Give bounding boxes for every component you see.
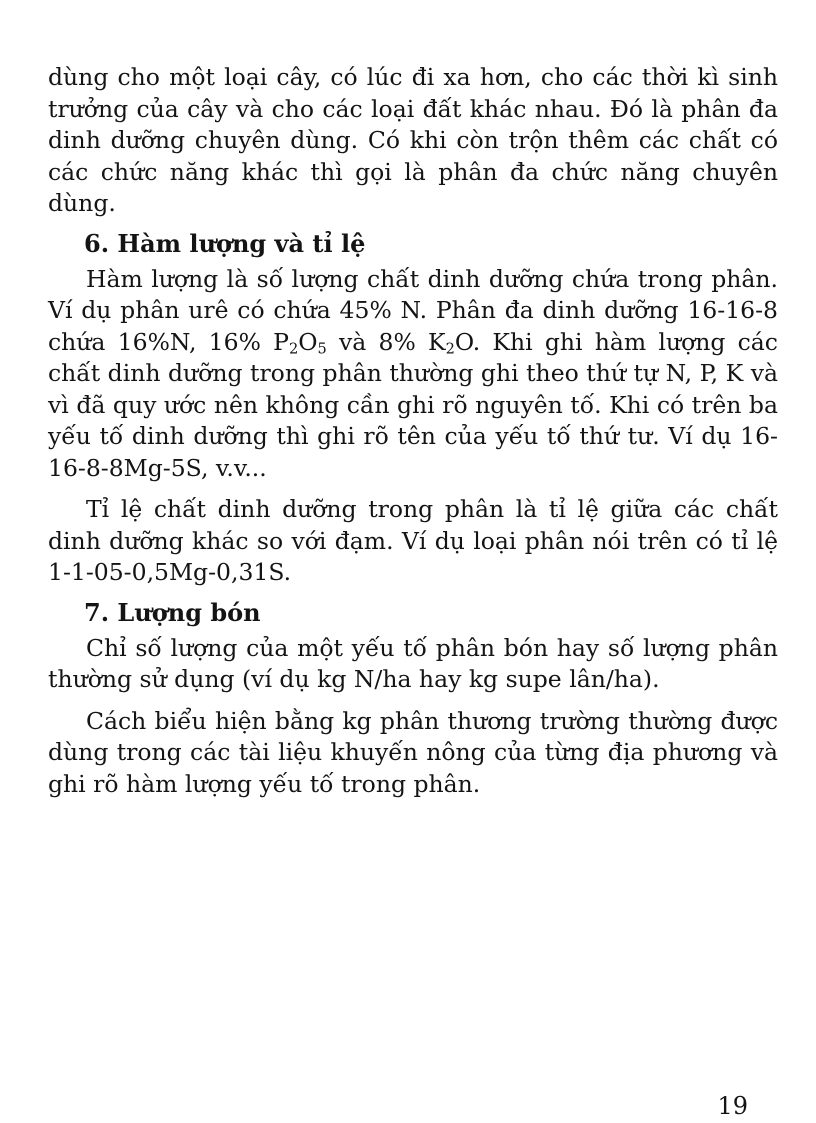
text-run: O (298, 327, 318, 356)
page-body (48, 62, 778, 1102)
subscript: 2 (288, 340, 299, 358)
paragraph-content-ratio (48, 264, 778, 485)
text-run: Hàm lượng là số lượng chất dinh dưỡng chứa trong phân. Ví dụ phân urê có chứa 45% N. Phân đa dinh dưỡng 16-16-8 chứa 16%N, 16% P (48, 264, 778, 356)
section-heading-6: 6. Hàm lượng và tỉ lệ (84, 228, 366, 258)
paragraph-nutrient-ratio: Tỉ lệ chất dinh dưỡng trong phân là tỉ lệ giữa các chất dinh dưỡng khác so với đạm. Ví dụ loại phân nói trên có tỉ lệ 1-1-05-0,5Mg-0,31S. (48, 495, 778, 586)
paragraph-application-amount: Chỉ số lượng của một yếu tố phân bón hay số lượng phân thường sử dụng (ví dụ kg N/ha hay kg supe lân/ha). (48, 633, 778, 693)
subscript: 2 (445, 340, 455, 358)
paragraph-continued: dùng cho một loại cây, có lúc đi xa hơn, cho các thời kì sinh trưởng của cây và cho các loại đất khác nhau. Đó là phân đa dinh dưỡng chuyên dùng. Có khi còn trộn thêm các chất có các chức năng khác thì gọi là phân đa chức năng chuyên dùng. (48, 63, 778, 217)
text-run: và 8% K (326, 327, 446, 356)
subscript: 5 (317, 340, 327, 358)
text-run: O. Khi ghi hàm lượng các chất dinh dưỡng trong phân thường ghi theo thứ tự N, P, K và vì đã quy ước nên không cần ghi rõ nguyên tố. Khi có trên ba yếu tố dinh dưỡng thì ghi rõ tên của yếu tố thứ tư. Ví dụ 16-16-8-8Mg-5S, v.v... (48, 327, 778, 482)
paragraph-expression-method: Cách biểu hiện bằng kg phân thương trường thường được dùng trong các tài liệu khuyến nông của từng địa phương và ghi rõ hàm lượng yếu tố trong phân. (48, 706, 778, 798)
section-heading-7: 7. Lượng bón (84, 597, 261, 627)
page-number: 19 (717, 1092, 748, 1120)
